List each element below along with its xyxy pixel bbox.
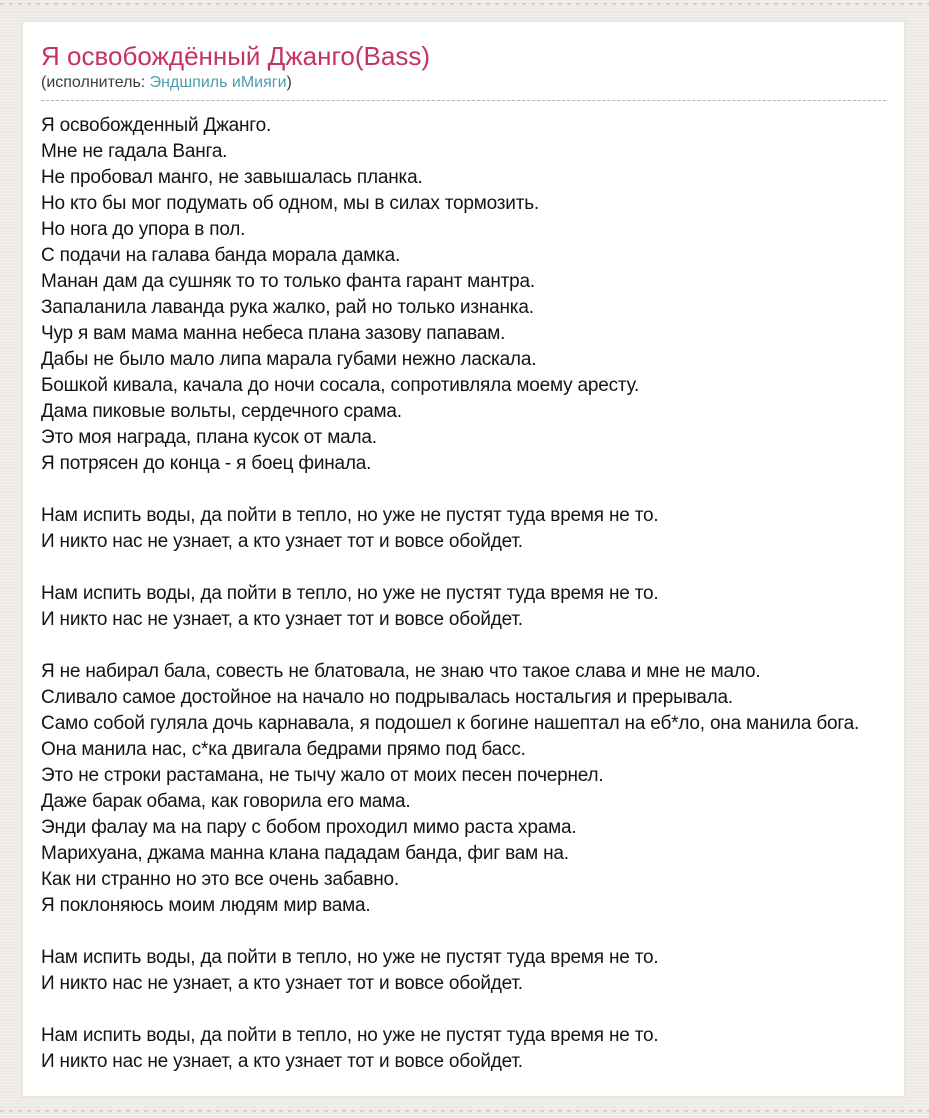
lyric-line: Я потрясен до конца - я боец финала.: [41, 453, 372, 474]
lyric-line: Марихуана, джама манна клана пададам банда, фиг вам на.: [41, 843, 569, 864]
page-title: Я освобождённый Джанго(Bass): [41, 41, 430, 71]
artist-line: [41, 73, 886, 101]
lyric-line: Чур я вам мама манна небеса плана зазову папавам.: [41, 323, 506, 344]
lyric-line: Не пробовал манго, не завышалась планка.: [41, 167, 423, 188]
lyric-line: С подачи на галава банда морала дамка.: [41, 245, 401, 266]
lyric-line: Но кто бы мог подумать об одном, мы в силах тормозить.: [41, 193, 539, 214]
lyrics-text: [41, 113, 886, 1075]
lyric-line: Сливало самое достойное на начало но подрывалась ностальгия и прерывала.: [41, 687, 733, 708]
top-stitch-line: [0, 3, 929, 5]
artist-suffix-label: ): [286, 74, 292, 91]
lyric-line: И никто нас не узнает, а кто узнает тот и вовсе обойдет.: [41, 609, 523, 630]
lyric-line: Манан дам да сушняк то то только фанта гарант мантра.: [41, 271, 535, 292]
artist-prefix-label: (исполнитель:: [41, 74, 150, 91]
lyric-line: Она манила нас, с*ка двигала бедрами прямо под басс.: [41, 739, 526, 760]
lyric-line: И никто нас не узнает, а кто узнает тот и вовсе обойдет.: [41, 1051, 523, 1072]
lyric-line: Даже барак обама, как говорила его мама.: [41, 791, 411, 812]
lyric-line: Я освобожденный Джанго.: [41, 115, 272, 136]
lyric-line: И никто нас не узнает, а кто узнает тот и вовсе обойдет.: [41, 531, 523, 552]
lyric-line: Нам испить воды, да пойти в тепло, но уже не пустят туда время не то.: [41, 583, 659, 604]
lyrics-card: [22, 21, 905, 1097]
artist-link[interactable]: Эндшпиль иМияги: [149, 74, 287, 91]
lyric-line: Дама пиковые вольты, сердечного срама.: [41, 401, 402, 422]
lyric-line: Я не набирал бала, совесть не блатовала, не знаю что такое слава и мне не мало.: [41, 661, 761, 682]
lyric-line: Я поклоняюсь моим людям мир вама.: [41, 895, 371, 916]
lyric-line: Это моя награда, плана кусок от мала.: [41, 427, 377, 448]
lyric-line: Но нога до упора в пол.: [41, 219, 246, 240]
lyric-line: Это не строки растамана, не тычу жало от моих песен почернел.: [41, 765, 604, 786]
lyric-line: Нам испить воды, да пойти в тепло, но уже не пустят туда время не то.: [41, 947, 659, 968]
lyric-line: Дабы не было мало липа марала губами нежно ласкала.: [41, 349, 537, 370]
lyric-line: [41, 997, 886, 1023]
lyric-line: Нам испить воды, да пойти в тепло, но уже не пустят туда время не то.: [41, 505, 659, 526]
lyric-line: [41, 555, 886, 581]
lyric-line: Само собой гуляла дочь карнавала, я подошел к богине нашептал на еб*ло, она манила бога.: [41, 713, 860, 734]
lyric-line: Запаланила лаванда рука жалко, рай но только изнанка.: [41, 297, 534, 318]
lyric-line: Энди фалау ма на пару с бобом проходил мимо раста храма.: [41, 817, 577, 838]
lyric-line: [41, 919, 886, 945]
lyric-line: [41, 633, 886, 659]
lyric-line: Как ни странно но это все очень забавно.: [41, 869, 399, 890]
lyric-line: Бошкой кивала, качала до ночи сосала, сопротивляла моему аресту.: [41, 375, 640, 396]
lyric-line: И никто нас не узнает, а кто узнает тот и вовсе обойдет.: [41, 973, 523, 994]
lyric-line: Мне не гадала Ванга.: [41, 141, 228, 162]
bottom-stitch-line: [0, 1110, 929, 1112]
lyric-line: [41, 477, 886, 503]
lyric-line: Нам испить воды, да пойти в тепло, но уже не пустят туда время не то.: [41, 1025, 659, 1046]
